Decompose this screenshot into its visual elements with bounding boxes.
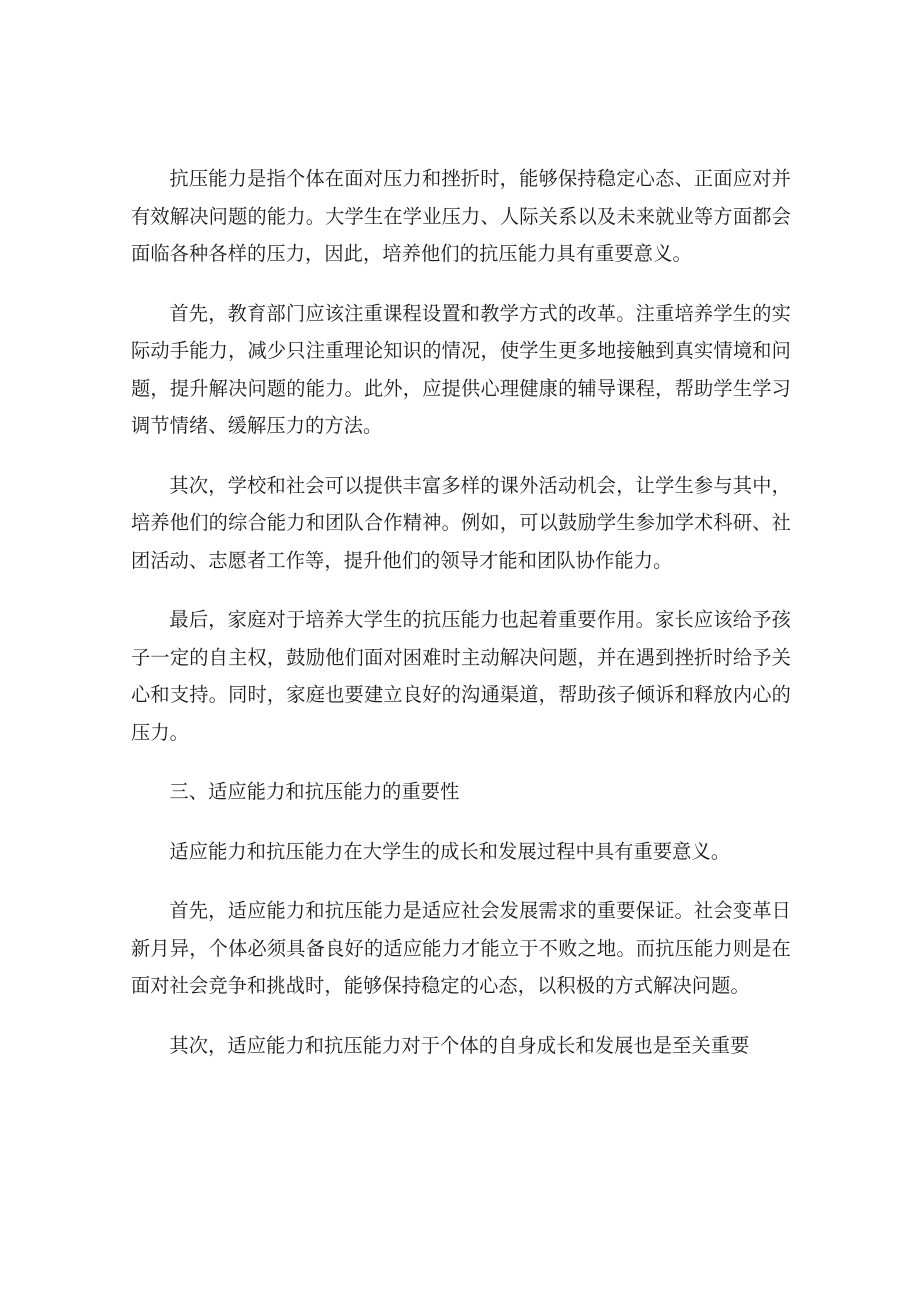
paragraph-social-needs: 首先，适应能力和抗压能力是适应社会发展需求的重要保证。社会变革日新月异，个体必须具备良好的适应能力才能立于不败之地。而抗压能力则是在面对社会竞争和挑战时，能够保持稳定的心态，以积极的方式解决问题。 bbox=[131, 899, 791, 997]
paragraph-importance-intro: 适应能力和抗压能力在大学生的成长和发展过程中具有重要意义。 bbox=[169, 839, 731, 863]
document-body bbox=[131, 160, 791, 1086]
paragraph-resilience-definition: 抗压能力是指个体在面对压力和挫折时，能够保持稳定心态、正面应对并有效解决问题的能力。大学生在学业压力、人际关系以及未来就业等方面都会面临各种各样的压力，因此，培养他们的抗压能力具有重要意义。 bbox=[131, 167, 791, 265]
paragraph-education-reform: 首先，教育部门应该注重课程设置和教学方式的改革。注重培养学生的实际动手能力，减少只注重理论知识的情况，使学生更多地接触到真实情境和问题，提升解决问题的能力。此外，应提供心理健康的辅导课程，帮助学生学习调节情绪、缓解压力的方法。 bbox=[131, 301, 791, 437]
paragraph-extracurricular: 其次，学校和社会可以提供丰富多样的课外活动机会，让学生参与其中，培养他们的综合能力和团队合作精神。例如，可以鼓励学生参加学术科研、社团活动、志愿者工作等，提升他们的领导才能和团队协作能力。 bbox=[131, 473, 791, 572]
section-heading-importance: 三、适应能力和抗压能力的重要性 bbox=[169, 780, 460, 803]
paragraph-family-role: 最后，家庭对于培养大学生的抗压能力也起着重要作用。家长应该给予孩子一定的自主权，鼓励他们面对困难时主动解决问题，并在遇到挫折时给予关心和支持。同时，家庭也要建立良好的沟通渠道，帮助孩子倾诉和释放内心的压力。 bbox=[131, 608, 791, 744]
paragraph-personal-growth: 其次，适应能力和抗压能力对于个体的自身成长和发展也是至关重要 bbox=[169, 1033, 750, 1057]
